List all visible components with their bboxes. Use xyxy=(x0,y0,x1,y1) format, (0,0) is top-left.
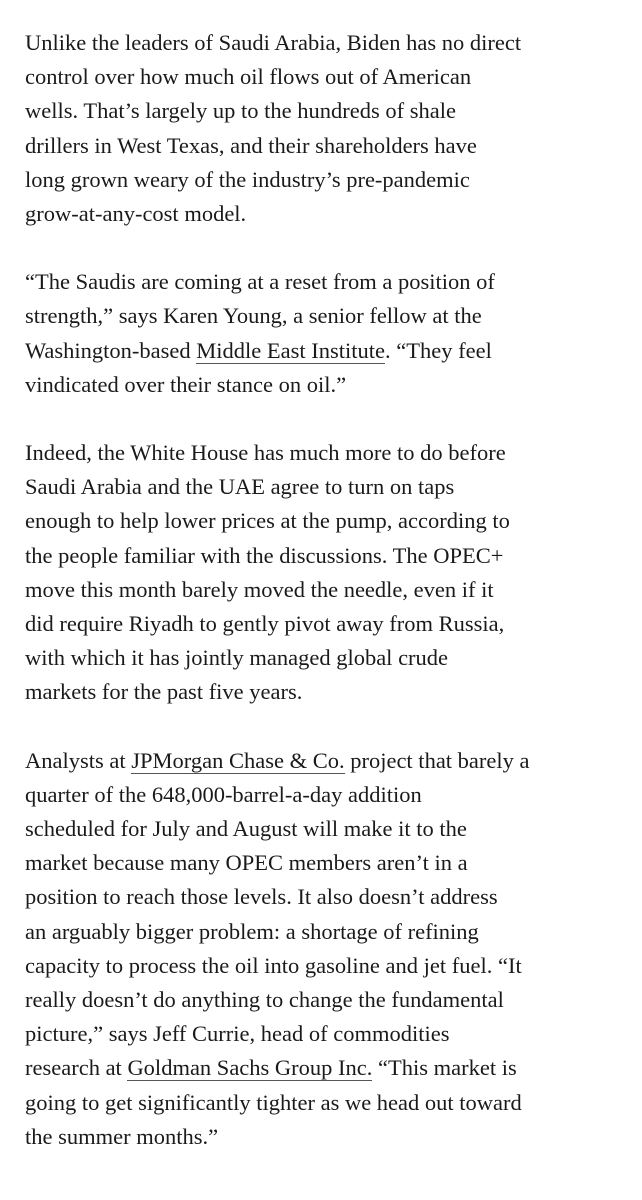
text-segment: long grown weary of the industry’s pre-pandemic xyxy=(25,166,470,192)
text-line xyxy=(25,334,625,368)
text-line xyxy=(25,504,625,538)
text-segment: with which it has jointly managed global crude xyxy=(25,645,449,671)
text-line xyxy=(25,812,625,846)
text-line xyxy=(25,983,625,1017)
text-line xyxy=(25,744,625,778)
text-segment: position to reach those levels. It also doesn’t address xyxy=(25,884,498,910)
text-segment: the summer months.” xyxy=(25,1123,219,1149)
text-line xyxy=(25,1086,625,1120)
text-segment: drillers in West Texas, and their shareholders have xyxy=(25,132,477,158)
text-line xyxy=(25,846,625,880)
text-line xyxy=(25,436,625,470)
text-line xyxy=(25,607,625,641)
link-jpmorgan-chase[interactable]: JPMorgan Chase & Co. xyxy=(131,747,345,773)
text-segment: the people familiar with the discussions. The OPEC+ xyxy=(25,542,504,568)
text-line xyxy=(25,368,625,402)
text-segment: did require Riyadh to gently pivot away from Russia, xyxy=(25,611,505,637)
text-segment: enough to help lower prices at the pump, according to xyxy=(25,508,510,534)
text-segment: capacity to process the oil into gasoline and jet fuel. “It xyxy=(25,952,522,978)
text-segment: Indeed, the White House has much more to do before xyxy=(25,440,506,466)
text-segment: quarter of the 648,000-barrel-a-day addition xyxy=(25,781,422,807)
text-line xyxy=(25,949,625,983)
text-segment: vindicated over their stance on oil.” xyxy=(25,371,347,397)
paragraph xyxy=(25,265,625,402)
text-line xyxy=(25,1051,625,1085)
text-segment: Washington-based xyxy=(25,337,197,363)
text-line xyxy=(25,94,625,128)
text-line xyxy=(25,197,625,231)
text-line xyxy=(25,880,625,914)
text-segment: really doesn’t do anything to change the fundamental xyxy=(25,987,504,1013)
text-segment: strength,” says Karen Young, a senior fellow at the xyxy=(25,303,482,329)
text-segment: research at xyxy=(25,1055,128,1081)
text-segment: Saudi Arabia and the UAE agree to turn on taps xyxy=(25,474,455,500)
text-line xyxy=(25,470,625,504)
paragraph xyxy=(25,436,625,710)
text-line xyxy=(25,129,625,163)
text-line xyxy=(25,539,625,573)
text-line xyxy=(25,1017,625,1051)
article-body xyxy=(25,26,625,1154)
text-segment: Unlike the leaders of Saudi Arabia, Biden has no direct xyxy=(25,30,522,55)
text-line xyxy=(25,641,625,675)
link-middle-east-institute[interactable]: Middle East Institute xyxy=(196,337,386,363)
text-line xyxy=(25,778,625,812)
text-segment: market because many OPEC members aren’t in a xyxy=(25,850,468,876)
text-line xyxy=(25,299,625,333)
text-segment: scheduled for July and August will make it to the xyxy=(25,816,467,842)
text-line xyxy=(25,26,625,60)
text-segment: project that barely a xyxy=(344,747,530,773)
text-segment: an arguably bigger problem: a shortage of refining xyxy=(25,918,479,944)
text-segment: picture,” says Jeff Currie, head of commodities xyxy=(25,1021,450,1047)
text-segment: control over how much oil flows out of American xyxy=(25,64,472,90)
paragraph xyxy=(25,744,625,1154)
text-segment: grow-at-any-cost model. xyxy=(25,201,247,227)
text-line xyxy=(25,675,625,709)
text-segment: going to get significantly tighter as we head out toward xyxy=(25,1089,522,1115)
text-line xyxy=(25,1120,625,1154)
text-segment: “The Saudis are coming at a reset from a position of xyxy=(25,269,495,295)
text-segment: markets for the past five years. xyxy=(25,679,303,705)
text-segment: . “They feel xyxy=(385,337,492,363)
text-segment: Analysts at xyxy=(25,747,132,773)
text-segment: wells. That’s largely up to the hundreds of shale xyxy=(25,98,456,124)
text-line xyxy=(25,60,625,94)
text-line xyxy=(25,573,625,607)
text-line xyxy=(25,915,625,949)
link-goldman-sachs[interactable]: Goldman Sachs Group Inc. xyxy=(127,1055,373,1081)
text-line xyxy=(25,163,625,197)
text-line xyxy=(25,265,625,299)
text-segment: “This market is xyxy=(372,1055,517,1081)
paragraph xyxy=(25,26,625,231)
text-segment: move this month barely moved the needle, even if it xyxy=(25,576,494,602)
